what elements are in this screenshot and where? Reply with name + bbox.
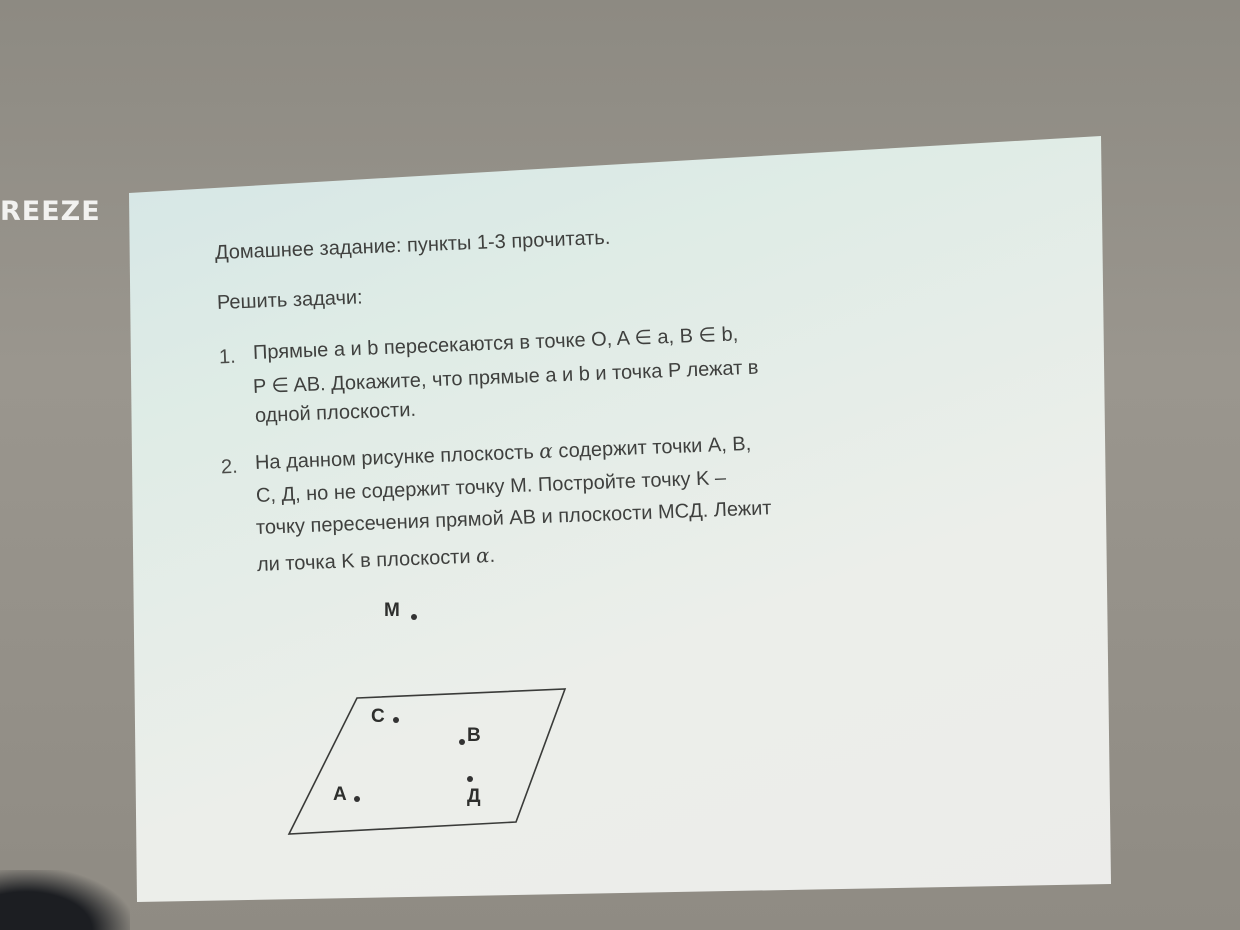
point-b-label: B	[467, 725, 481, 746]
task2-line-3: точку пересечения прямой AB и плоскости MCД. Лежит	[255, 497, 772, 539]
task2-line-2: C, Д, но не содержит точку M. Постройте точку K –	[255, 466, 727, 507]
task2-line-1-start: На данном рисунке плоскость	[254, 441, 540, 474]
task2-line-4-start: ли точка K в плоскости	[256, 545, 477, 576]
task1-line-1: Прямые a и b пересекаются в точке O, A ∈ a, B ∈ b,	[252, 323, 739, 364]
task2-number: 2.	[220, 455, 239, 479]
point-c-dot	[393, 717, 399, 723]
task2-line-1-end: содержит точки A, B,	[552, 432, 752, 463]
plane-alpha-parallelogram	[289, 689, 565, 834]
alpha-symbol-2: α	[475, 543, 491, 568]
point-a-dot	[354, 796, 360, 802]
homework-line: Домашнее задание: пункты 1-3 прочитать.	[214, 226, 611, 264]
freeze-label: REEZE	[0, 196, 101, 227]
task1-line-3: одной плоскости.	[254, 398, 417, 427]
task2-line-4-end: .	[489, 544, 496, 568]
point-d-label: Д	[467, 786, 481, 807]
alpha-symbol: α	[538, 438, 554, 464]
point-b-dot	[459, 739, 465, 745]
point-a-label: A	[333, 784, 347, 805]
point-c-label: C	[371, 706, 385, 727]
task1-line-2: P ∈ AB. Докажите, что прямые a и b и точка P лежат в	[252, 356, 759, 398]
point-d-dot	[467, 776, 473, 782]
solve-heading: Решить задачи:	[216, 286, 364, 314]
point-m-dot	[411, 614, 417, 620]
task1-number: 1.	[218, 345, 237, 369]
point-m-label: M	[384, 600, 400, 621]
